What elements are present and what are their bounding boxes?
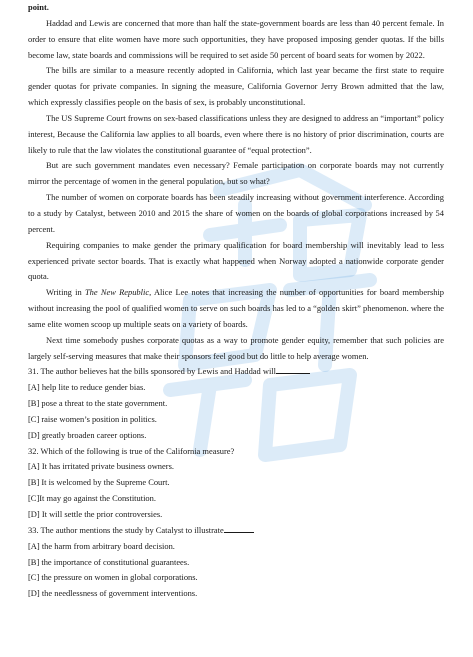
paragraph-7-after: , Alice Lee notes that increasing the number of opportunities for board membership without increasing the pool of qualified women to serve on such boards has led to a “golden skirt” phenomenon. where the same elite women scoop up multiple seats on a variety of boards. bbox=[28, 287, 445, 329]
option-a: [A] help lite to reduce gender bias. bbox=[28, 382, 146, 393]
paragraph-6: Requiring companies to make gender the primary qualification for board membership will inevitably lead to less experienced private sector boards. That is exactly what happened when Norway adopted a nationwide corporate gender quota. bbox=[28, 239, 444, 282]
question-33 bbox=[28, 523, 444, 602]
question-31 bbox=[28, 364, 444, 443]
answer-blank bbox=[276, 365, 310, 374]
option-d: [D] It will settle the prior controversies. bbox=[28, 509, 163, 519]
question-stem: 32. Which of the following is true of the California measure? bbox=[28, 445, 235, 456]
reading-passage bbox=[28, 0, 444, 602]
question-stem bbox=[28, 364, 444, 380]
paragraph-5: The number of women on corporate boards has been steadily increasing without government interference. According to a study by Catalyst, between 2010 and 2015 the share of women on the boards of global corporations increased by 54 percent. bbox=[28, 192, 444, 234]
question-stem bbox=[28, 523, 444, 539]
option-b: [B] the importance of constitutional guarantees. bbox=[28, 556, 190, 567]
option-c: [C] raise women’s position in politics. bbox=[28, 413, 157, 424]
option-c: [C]It may go against the Constitution. bbox=[28, 493, 156, 504]
paragraph-2: The bills are similar to a measure recently adopted in California, which last year became the first state to require gender quotas for private companies. In signing the measure, California Governor Jerry Brown admitted that the law, which expressly classifies people on the basis of sex, is probably unconstitutional. bbox=[28, 65, 444, 108]
question-stem-text: 31. The author believes hat the bills sponsored by Lewis and Haddad will bbox=[28, 366, 276, 377]
paragraph-8: Next time somebody pushes corporate quotas as a way to promote gender equity, remember that such policies are largely self-serving measures that make their sponsors feel good but do little to help average women. bbox=[28, 334, 444, 361]
paragraph-7-before: Writing in bbox=[46, 287, 85, 298]
paragraph-4: But are such government mandates even necessary? Female participation on corporate boards may not currently mirror the percentage of women in the general population, but so what? bbox=[28, 160, 444, 187]
option-b: [B] It is welcomed by the Supreme Court. bbox=[28, 477, 170, 488]
paragraph-1: Haddad and Lewis are concerned that more than half the state-government boards are less than 40 percent female. In order to ensure that elite women have more such opportunities, they have proposed imposing gender quotas. If the bills become law, state boards and commissions will be required to set aside 50 percent of board seats for women by 2022. bbox=[28, 17, 444, 60]
publication-title: The New Republic bbox=[84, 287, 150, 298]
passage-lead: point. bbox=[28, 2, 49, 12]
option-d: [D] greatly broaden career options. bbox=[28, 429, 147, 440]
answer-blank bbox=[224, 524, 254, 533]
option-c: [C] the pressure on women in global corporations. bbox=[28, 572, 198, 583]
question-stem-text: 33. The author mentions the study by Catalyst to illustrate bbox=[28, 524, 224, 535]
paragraph-3: The US Supreme Court frowns on sex-based classifications unless they are designed to address an “important” policy interest, Because the California law applies to all boards, even where there is no history of prior discrimination, courts are likely to rule that the law violates the constitutional guarantee of “equal protection”. bbox=[28, 112, 444, 155]
question-32 bbox=[28, 444, 444, 523]
paragraph-7 bbox=[28, 285, 444, 333]
option-d: [D] the needlessness of government interventions. bbox=[28, 588, 198, 599]
option-a: [A] It has irritated private business owners. bbox=[28, 461, 174, 472]
option-a: [A] the harm from arbitrary board decision. bbox=[28, 540, 175, 551]
option-b: [B] pose a threat to the state government. bbox=[28, 398, 168, 409]
